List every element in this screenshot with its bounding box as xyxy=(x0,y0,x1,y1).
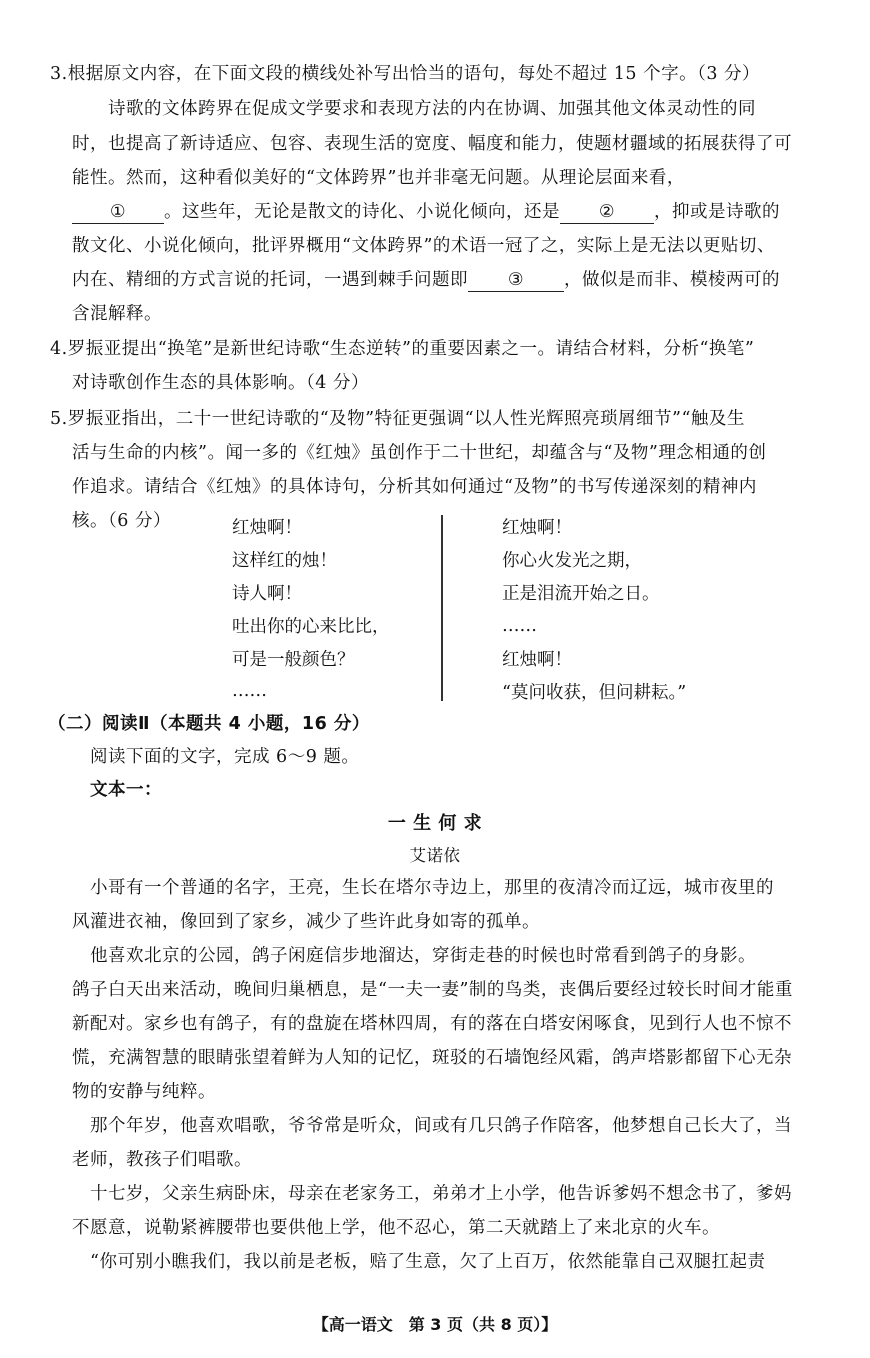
question-5-line: 活与生命的内核”。闻一多的《红烛》虽创作于二十世纪，却蕴含与“及物”理念相通的创 xyxy=(72,443,767,463)
story-author: 艾诺依 xyxy=(409,846,461,865)
poem-line: …… xyxy=(232,681,267,701)
section-heading: （二）阅读Ⅱ（本题共 4 小题，16 分） xyxy=(48,714,370,734)
question-3-text: 。这些年，无论是散文的诗化、小说化倾向，还是 xyxy=(164,202,560,222)
poem-line: 诗人啊！ xyxy=(232,584,302,604)
question-5-line: 5.罗振亚指出，二十一世纪诗歌的“及物”特征更强调“以人性光辉照亮琐屑细节”“触及生 xyxy=(50,409,745,429)
poem-line: 可是一般颜色？ xyxy=(232,650,355,670)
question-3-text: ，做似是而非、模棱两可的 xyxy=(564,270,780,290)
fill-blank-3[interactable]: ③ xyxy=(468,269,564,292)
story-line: 小哥有一个普通的名字，王亮，生长在塔尔寺边上，那里的夜清冷而辽远，城市夜里的 xyxy=(90,878,774,898)
fill-blank-2[interactable]: ② xyxy=(560,201,654,224)
section-instruction: 阅读下面的文字，完成 6～9 题。 xyxy=(90,747,360,767)
poem-line: 正是泪流开始之日。 xyxy=(502,584,660,604)
story-line: 物的安静与纯粹。 xyxy=(72,1082,216,1102)
poem-line: 红烛啊！ xyxy=(502,650,572,670)
story-line: 他喜欢北京的公园，鸽子闲庭信步地溜达，穿街走巷的时候也时常看到鸽子的身影。 xyxy=(90,946,756,966)
story-line: “你可别小瞧我们，我以前是老板，赔了生意，欠了上百万，依然能靠自己双腿扛起责 xyxy=(90,1252,766,1272)
question-3-paragraph-line: 能性。然而，这种看似美好的“文体跨界”也并非毫无问题。从理论层面来看， xyxy=(72,168,685,188)
poem-column-divider xyxy=(441,515,443,701)
story-title: 一 生 何 求 xyxy=(387,813,483,834)
poem-line: 红烛啊！ xyxy=(502,518,572,538)
poem-line: 这样红的烛！ xyxy=(232,551,337,571)
question-3-paragraph-line: 诗歌的文体跨界在促成文学要求和表现方法的内在协调、加强其他文体灵动性的同 xyxy=(108,99,756,119)
fill-blank-1[interactable]: ① xyxy=(72,201,164,224)
question-3-paragraph-line xyxy=(72,268,780,292)
story-line: 鸽子白天出来活动，晚间归巢栖息，是“一夫一妻”制的鸟类，丧偶后要经过较长时间才能重 xyxy=(72,980,793,1000)
page-footer: 【高一语文 第 3 页（共 8 页）】 xyxy=(312,1315,558,1334)
story-line: 新配对。家乡也有鸽子，有的盘旋在塔林四周，有的落在白塔安闲啄食，见到行人也不惊不 xyxy=(72,1014,792,1034)
story-line: 不愿意，说勒紧裤腰带也要供他上学，他不忍心，第二天就踏上了来北京的火车。 xyxy=(72,1218,720,1238)
question-3-text: 内在、精细的方式言说的托词，一遇到棘手问题即 xyxy=(72,270,468,290)
story-line: 慌，充满智慧的眼睛张望着鲜为人知的记忆，斑驳的石墙饱经风霜，鸽声塔影都留下心无杂 xyxy=(72,1048,792,1068)
question-3-text: ，抑或是诗歌的 xyxy=(654,202,780,222)
text-label: 文本一： xyxy=(90,780,162,800)
poem-line: 吐出你的心来比比， xyxy=(232,617,390,637)
poem-line: 你心火发光之期， xyxy=(502,551,642,571)
question-3-paragraph-line: 时，也提高了新诗适应、包容、表现生活的宽度、幅度和能力，使题材疆域的拓展获得了可 xyxy=(72,134,792,154)
question-3-paragraph-line xyxy=(72,200,780,224)
poem-line: “莫问收获，但问耕耘。” xyxy=(502,683,687,703)
question-4-line: 对诗歌创作生态的具体影响。（4 分） xyxy=(72,373,369,393)
poem-line: …… xyxy=(502,616,537,636)
question-5-line: 核。（6 分） xyxy=(72,511,171,531)
story-line: 十七岁，父亲生病卧床，母亲在老家务工，弟弟才上小学，他告诉爹妈不想念书了，爹妈 xyxy=(90,1184,792,1204)
question-3-stem: 3.根据原文内容，在下面文段的横线处补写出恰当的语句，每处不超过 15 个字。（3 分） xyxy=(50,64,761,84)
question-3-paragraph-line: 散文化、小说化倾向，批评界概用“文体跨界”的术语一冠了之，实际上是无法以更贴切、 xyxy=(72,236,775,256)
question-4-line: 4.罗振亚提出“换笔”是新世纪诗歌“生态逆转”的重要因素之一。请结合材料，分析“换笔” xyxy=(50,339,755,359)
question-5-line: 作追求。请结合《红烛》的具体诗句，分析其如何通过“及物”的书写传递深刻的精神内 xyxy=(72,477,757,497)
story-line: 风灌进衣袖，像回到了家乡，减少了些许此身如寄的孤单。 xyxy=(72,912,540,932)
poem-line: 红烛啊！ xyxy=(232,518,302,538)
story-line: 老师，教孩子们唱歌。 xyxy=(72,1150,252,1170)
question-3-paragraph-line: 含混解释。 xyxy=(72,304,162,324)
story-line: 那个年岁，他喜欢唱歌，爷爷常是听众，间或有几只鸽子作陪客，他梦想自己长大了，当 xyxy=(90,1116,792,1136)
